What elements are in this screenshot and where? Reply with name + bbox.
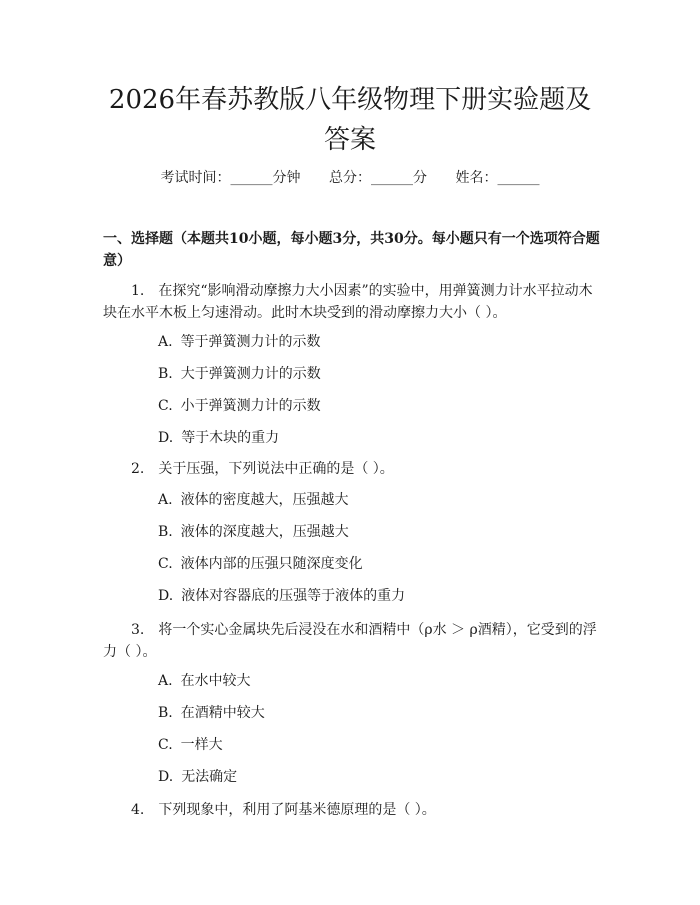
option-letter: A. — [158, 673, 173, 689]
option-text: 液体的密度越大，压强越大 — [180, 492, 349, 508]
option-text: 一样大 — [180, 737, 223, 753]
option-letter: C. — [158, 737, 173, 753]
option-letter: D. — [158, 430, 174, 446]
option-text: 液体内部的压强只随深度变化 — [180, 556, 363, 572]
option-text: 小于弹簧测力计的示数 — [180, 398, 321, 414]
option-text: 在水中较大 — [180, 673, 251, 689]
question-1 — [103, 280, 600, 324]
question-text: 将一个实心金属块先后浸没在水和酒精中（ρ水 ＞ ρ酒精），它受到的浮力（ ）。 — [103, 622, 597, 660]
option-text: 等于木块的重力 — [181, 430, 280, 446]
option-letter: B. — [158, 705, 173, 721]
option-text: 液体的深度越大，压强越大 — [180, 524, 349, 540]
section-heading: 一、选择题（本题共10小题，每小题3分，共30分。每小题只有一个选项符合题意） — [103, 231, 600, 269]
exam-info — [0, 168, 700, 188]
question-2 — [103, 458, 600, 480]
question-text: 在探究“影响滑动摩擦力大小因素”的实验中，用弹簧测力计水平拉动木块在水平木板上匀速滑动。此时木块受到的滑动摩擦力大小（ ）。 — [103, 283, 593, 321]
question-3-option-d — [158, 767, 598, 787]
option-text: 等于弹簧测力计的示数 — [180, 334, 321, 350]
option-letter: A. — [158, 492, 173, 508]
question-3-option-b — [158, 703, 598, 723]
option-text: 大于弹簧测力计的示数 — [180, 366, 321, 382]
question-2-option-d — [158, 586, 598, 606]
option-letter: B. — [158, 366, 173, 382]
document-title: 2026年春苏教版八年级物理下册实验题及答案 — [108, 85, 592, 155]
question-number: 3. — [131, 622, 145, 638]
question-number: 2. — [131, 461, 145, 477]
student-name-field: 姓名：______ — [455, 170, 540, 186]
question-3 — [103, 619, 600, 663]
option-letter: C. — [158, 398, 173, 414]
question-2-option-c — [158, 554, 598, 574]
option-letter: B. — [158, 524, 173, 540]
question-number: 1. — [131, 283, 145, 299]
question-number: 4. — [131, 802, 145, 818]
question-1-option-d — [158, 428, 598, 448]
question-1-option-c — [158, 396, 598, 416]
option-text: 液体对容器底的压强等于液体的重力 — [181, 588, 406, 604]
question-1-option-a — [158, 332, 598, 352]
total-score-field: 总分：______分 — [329, 170, 427, 186]
question-2-option-b — [158, 522, 598, 542]
option-letter: D. — [158, 588, 174, 604]
question-1-option-b — [158, 364, 598, 384]
option-letter: C. — [158, 556, 173, 572]
option-text: 无法确定 — [181, 769, 238, 785]
question-3-option-c — [158, 735, 598, 755]
option-letter: A. — [158, 334, 173, 350]
question-3-option-a — [158, 671, 598, 691]
option-letter: D. — [158, 769, 174, 785]
question-2-option-a — [158, 490, 598, 510]
question-text: 下列现象中，利用了阿基米德原理的是（ ）。 — [158, 802, 436, 818]
question-text: 关于压强，下列说法中正确的是（ ）。 — [158, 461, 394, 477]
option-text: 在酒精中较大 — [180, 705, 265, 721]
exam-time-field: 考试时间：______分钟 — [160, 170, 301, 186]
question-4 — [103, 799, 600, 821]
